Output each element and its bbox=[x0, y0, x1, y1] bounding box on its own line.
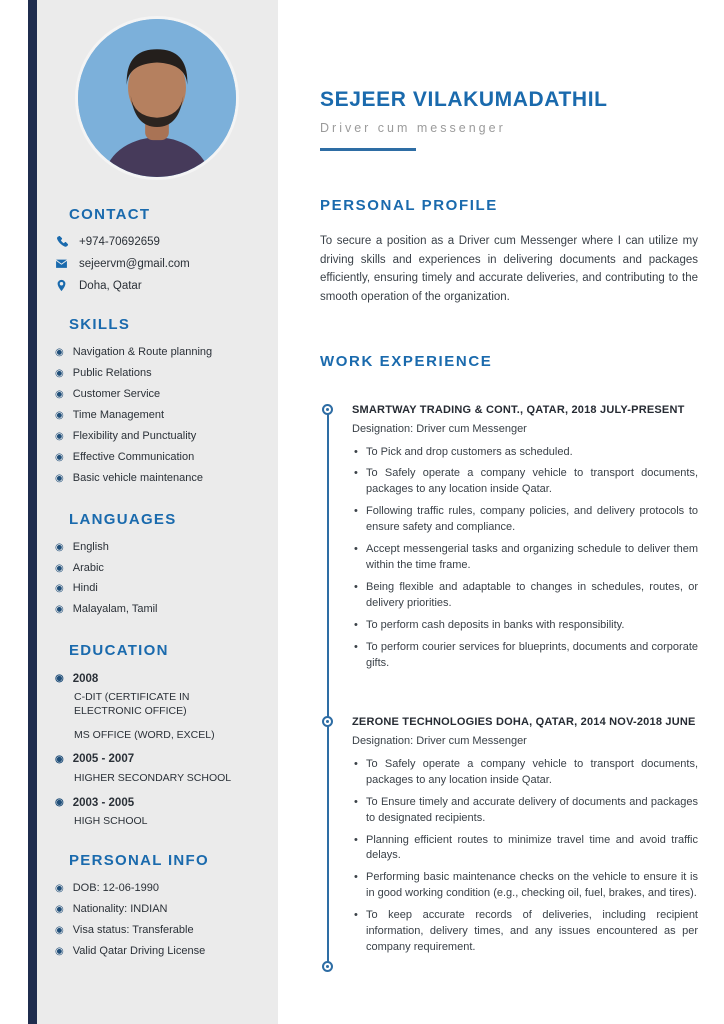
education-period-row bbox=[55, 795, 258, 810]
skills-heading: SKILLS bbox=[69, 316, 131, 333]
language-label: English bbox=[72, 540, 109, 553]
fisheye-icon: ◉ bbox=[55, 388, 64, 400]
fisheye-icon: ◉ bbox=[55, 945, 64, 957]
work-experience-section bbox=[320, 353, 698, 973]
profile-photo bbox=[75, 16, 239, 180]
personal-profile-section bbox=[320, 197, 698, 307]
skill-item bbox=[55, 387, 258, 403]
job-entry bbox=[352, 716, 698, 972]
education-heading: EDUCATION bbox=[69, 642, 169, 660]
person-name: SEJEER VILAKUMADATHIL bbox=[320, 88, 608, 111]
skill-item bbox=[55, 366, 258, 382]
skill-label: Navigation & Route planning bbox=[72, 346, 213, 358]
language-item bbox=[55, 561, 258, 577]
fisheye-icon: ◉ bbox=[55, 753, 64, 765]
skill-item bbox=[55, 345, 258, 361]
job-bullet: • To keep accurate records of deliveries, including recipient information, delivery times, and any issues encountered as per company requirement. bbox=[352, 908, 698, 956]
skill-item bbox=[55, 471, 258, 487]
email-address: sejeervm@gmail.com bbox=[79, 257, 190, 270]
job-bullet: • To Ensure timely and accurate delivery of documents and packages to designated recipients. bbox=[352, 795, 698, 827]
job-title-line: SMARTWAY TRADING & CONT., QATAR, 2018 JULY-PRESENT bbox=[352, 403, 685, 416]
job-entry bbox=[352, 404, 698, 716]
language-label: Arabic bbox=[72, 561, 104, 574]
education-entry bbox=[55, 795, 258, 828]
skill-label: Basic vehicle maintenance bbox=[72, 471, 203, 484]
skill-label: Flexibility and Punctuality bbox=[72, 429, 197, 442]
email-icon bbox=[55, 257, 68, 270]
personal-info-section bbox=[55, 852, 258, 960]
education-detail: HIGHER SECONDARY SCHOOL bbox=[74, 771, 232, 784]
job-bullet: • To perform cash deposits in banks with responsibility. bbox=[352, 618, 698, 634]
accent-rail bbox=[28, 0, 37, 1024]
skill-item bbox=[55, 408, 258, 424]
job-bullet: • Following traffic rules, company policies, and delivery protocols to ensure safety and compliance. bbox=[352, 504, 698, 536]
fisheye-icon: ◉ bbox=[55, 409, 64, 421]
job-bullet: • Being flexible and adaptable to changes in schedules, routes, or delivery priorities. bbox=[352, 580, 698, 612]
languages-heading: LANGUAGES bbox=[69, 510, 177, 528]
education-period: 2008 bbox=[72, 672, 99, 685]
fisheye-icon: ◉ bbox=[55, 583, 64, 595]
languages-section bbox=[55, 511, 258, 619]
personal-info-item bbox=[55, 944, 258, 960]
fisheye-icon: ◉ bbox=[55, 883, 64, 895]
fisheye-icon: ◉ bbox=[55, 430, 64, 442]
sidebar bbox=[37, 0, 278, 1024]
fisheye-icon: ◉ bbox=[55, 451, 64, 463]
job-bullet: • Planning efficient routes to minimize travel time and avoid traffic delays. bbox=[352, 833, 698, 865]
language-label: Malayalam, Tamil bbox=[72, 603, 158, 616]
education-period: 2003 - 2005 bbox=[72, 796, 135, 809]
personal-info-label: Nationality: INDIAN bbox=[72, 903, 168, 916]
skill-item bbox=[55, 429, 258, 445]
skill-label: Time Management bbox=[72, 408, 165, 421]
contact-section bbox=[55, 206, 258, 292]
job-bullet: • To Pick and drop customers as scheduled. bbox=[352, 445, 698, 461]
timeline-line bbox=[327, 414, 329, 969]
skills-section bbox=[55, 316, 258, 487]
title-underline bbox=[320, 148, 416, 151]
experience-timeline bbox=[322, 404, 698, 973]
personal-info-item bbox=[55, 902, 258, 918]
job-bullet: • To Safely operate a company vehicle to transport documents, packages to any location inside Qatar. bbox=[352, 757, 698, 789]
job-bullet: • To perform courier services for blueprints, documents and corporate gifts. bbox=[352, 640, 698, 672]
job-bullet: • To Safely operate a company vehicle to transport documents, packages to any location inside Qatar. bbox=[352, 466, 698, 498]
personal-info-label: Valid Qatar Driving License bbox=[72, 944, 206, 957]
timeline-marker-icon bbox=[322, 716, 333, 727]
skill-label: Customer Service bbox=[72, 387, 161, 400]
work-experience-heading: WORK EXPERIENCE bbox=[320, 352, 493, 370]
fisheye-icon: ◉ bbox=[55, 367, 64, 379]
job-designation: Designation: Driver cum Messenger bbox=[352, 422, 527, 435]
job-bullet: • Performing basic maintenance checks on the vehicle to ensure it is in good working condition (e.g., checking oil, fuel, brakes, and tires). bbox=[352, 870, 698, 902]
page-left-margin bbox=[0, 0, 28, 1024]
education-period-row bbox=[55, 752, 258, 767]
education-entry bbox=[55, 671, 258, 742]
location-icon bbox=[55, 279, 68, 292]
fisheye-icon: ◉ bbox=[55, 472, 64, 484]
education-entry bbox=[55, 752, 258, 785]
main-content bbox=[278, 0, 724, 1024]
fisheye-icon: ◉ bbox=[55, 541, 64, 553]
education-detail: HIGH SCHOOL bbox=[74, 815, 148, 827]
contact-item-location bbox=[55, 279, 258, 292]
job-designation: Designation: Driver cum Messenger bbox=[352, 734, 527, 747]
education-section bbox=[55, 642, 258, 828]
skill-label: Effective Communication bbox=[72, 450, 195, 463]
job-title: Driver cum messenger bbox=[320, 121, 506, 135]
personal-info-label: Visa status: Transferable bbox=[72, 924, 194, 937]
skill-item bbox=[55, 450, 258, 466]
fisheye-icon: ◉ bbox=[55, 925, 64, 937]
job-bullet-list bbox=[352, 445, 698, 672]
resume-header bbox=[320, 88, 698, 151]
education-detail: MS OFFICE (WORD, EXCEL) bbox=[74, 728, 215, 741]
fisheye-icon: ◉ bbox=[55, 562, 64, 574]
personal-info-heading: PERSONAL INFO bbox=[69, 852, 209, 870]
education-period-row bbox=[55, 671, 258, 686]
job-title-line: ZERONE TECHNOLOGIES DOHA, QATAR, 2014 NOV-2018 JUNE bbox=[352, 715, 696, 728]
personal-profile-heading: PERSONAL PROFILE bbox=[320, 197, 498, 214]
education-detail: C-DIT (CERTIFICATE IN ELECTRONIC OFFICE) bbox=[74, 691, 190, 718]
phone-icon bbox=[55, 235, 68, 248]
location-text: Doha, Qatar bbox=[79, 279, 142, 292]
personal-info-item bbox=[55, 923, 258, 939]
language-item bbox=[55, 540, 258, 556]
job-bullet: • Accept messengerial tasks and organizing schedule to deliver them within the time frame. bbox=[352, 542, 698, 574]
personal-info-item bbox=[55, 881, 258, 897]
language-label: Hindi bbox=[72, 582, 98, 595]
fisheye-icon: ◉ bbox=[55, 673, 64, 685]
language-item bbox=[55, 602, 258, 618]
contact-heading: CONTACT bbox=[69, 206, 151, 223]
contact-item-phone bbox=[55, 235, 258, 248]
personal-profile-text: To secure a position as a Driver cum Messenger where I can utilize my driving skills and experiences in delivering documents and packages efficiently, ensuring timely and accurate deliveries, and contributing to the smooth operation of the organization. bbox=[320, 235, 698, 303]
fisheye-icon: ◉ bbox=[55, 347, 64, 358]
language-item bbox=[55, 581, 258, 597]
phone-number: +974-70692659 bbox=[79, 235, 160, 248]
education-period: 2005 - 2007 bbox=[72, 753, 135, 766]
timeline-marker-icon bbox=[322, 404, 333, 415]
fisheye-icon: ◉ bbox=[55, 604, 64, 616]
fisheye-icon: ◉ bbox=[55, 797, 64, 808]
contact-item-email bbox=[55, 257, 258, 270]
fisheye-icon: ◉ bbox=[55, 904, 64, 916]
skill-label: Public Relations bbox=[72, 366, 152, 379]
timeline-end-marker-icon bbox=[322, 961, 333, 972]
personal-info-label: DOB: 12-06-1990 bbox=[72, 882, 159, 895]
job-bullet-list bbox=[352, 757, 698, 956]
